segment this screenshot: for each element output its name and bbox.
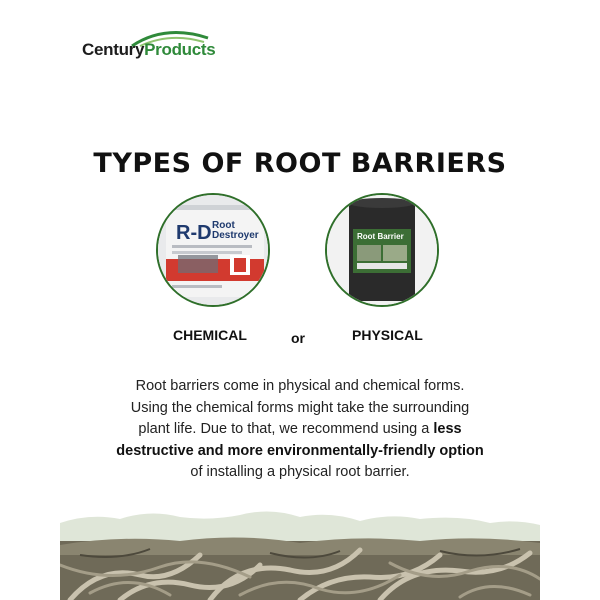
paragraph-line-3: plant life. Due to that, we recommend using a	[138, 421, 434, 437]
roots-footer-image	[60, 505, 540, 600]
physical-product-image	[325, 193, 439, 307]
paragraph-line-2: Using the chemical forms might take the surrounding	[130, 399, 470, 416]
physical-label: PHYSICAL	[352, 327, 423, 343]
description-paragraph	[90, 376, 510, 484]
paragraph-emphasis-2: destructive and more environmentally-friendly option	[116, 442, 484, 459]
page-title: TYPES OF ROOT BARRIERS	[93, 148, 507, 179]
paragraph-line-1: Root barriers come in physical and chemical forms.	[135, 378, 465, 394]
logo-wordmark	[82, 40, 215, 60]
logo-word-products: Products	[144, 40, 216, 59]
chemical-product-name-line2: Destroyer	[212, 230, 259, 241]
paragraph-line-5: of installing a physical root barrier.	[190, 464, 410, 480]
chemical-product-image	[156, 193, 270, 307]
century-products-logo	[82, 28, 222, 62]
chemical-label: CHEMICAL	[173, 327, 247, 343]
chemical-product-name-line1: Root	[212, 220, 235, 231]
or-separator: or	[291, 330, 305, 346]
paragraph-emphasis-1: less	[433, 421, 462, 437]
physical-product-name: Root Barrier	[357, 232, 404, 241]
chemical-product-brand: R-D	[176, 222, 212, 244]
logo-word-century: Century	[82, 40, 145, 59]
